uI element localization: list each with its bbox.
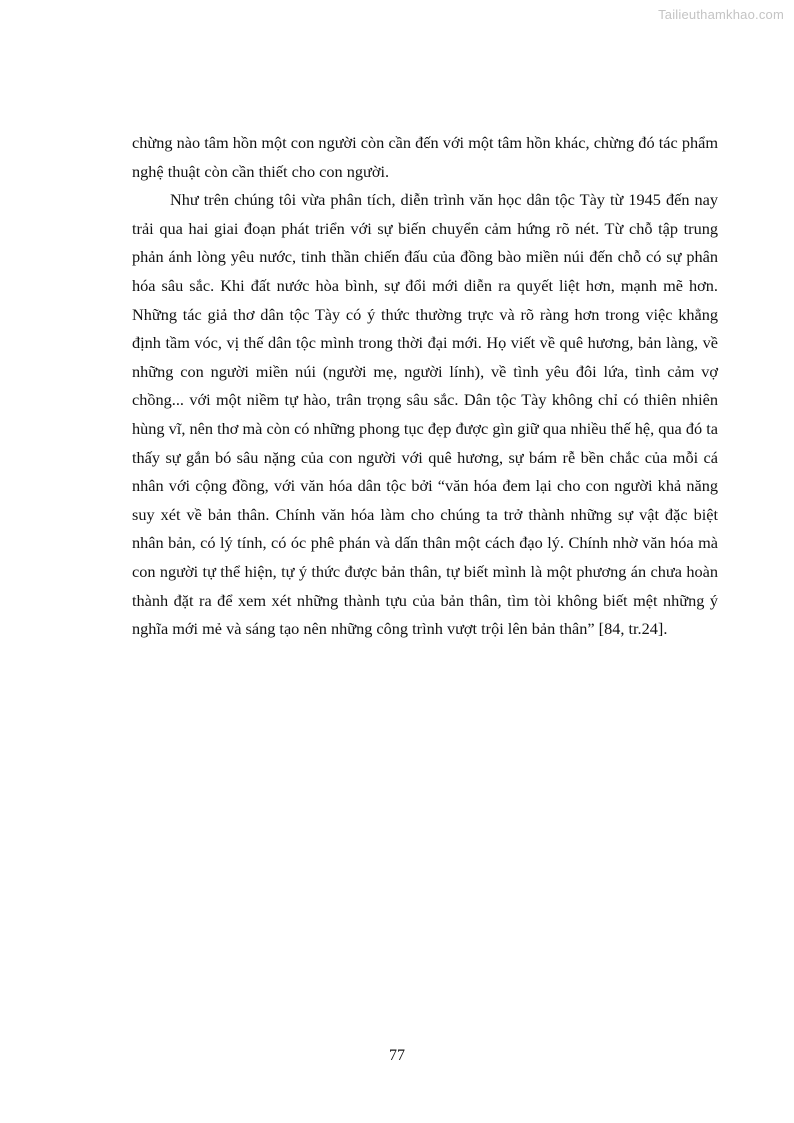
- page-number: 77: [389, 1047, 405, 1064]
- document-body: [132, 129, 718, 644]
- paragraph-continuation: chừng nào tâm hồn một con người còn cần đến với một tâm hồn khác, chừng đó tác phẩm nghệ thuật còn cần thiết cho con người.: [132, 133, 718, 181]
- watermark-text: Tailieuthamkhao.com: [658, 7, 784, 22]
- paragraph-main: Như trên chúng tôi vừa phân tích, diễn trình văn học dân tộc Tày từ 1945 đến nay trải qua hai giai đoạn phát triển với sự biến chuyển cảm hứng rõ nét. Từ chỗ tập trung phản ánh lòng yêu nước, tinh thần chiến đấu của đồng bào miền núi đến chỗ có sự phân hóa sâu sắc. Khi đất nước hòa bình, sự đổi mới diễn ra quyết liệt hơn, mạnh mẽ hơn. Những tác giả thơ dân tộc Tày có ý thức thường trực và rõ ràng hơn trong việc khẳng định tầm vóc, vị thế dân tộc mình trong thời đại mới. Họ viết về quê hương, bản làng, về những con người miền núi (người mẹ, người lính), về tình yêu đôi lứa, tình cảm vợ chồng... với một niềm tự hào, trân trọng sâu sắc. Dân tộc Tày không chỉ có thiên nhiên hùng vĩ, nên thơ mà còn có những phong tục đẹp được gìn giữ qua nhiều thế hệ, qua đó ta thấy sự gắn bó sâu nặng của con người với quê hương, sự bám rễ bền chắc của mỗi cá nhân với cộng đồng, với văn hóa dân tộc bởi “văn hóa đem lại cho con người khả năng suy xét về bản thân. Chính văn hóa làm cho chúng ta trở thành những sự vật đặc biệt nhân bản, có lý tính, có óc phê phán và dấn thân một cách đạo lý. Chính nhờ văn hóa mà con người tự thể hiện, tự ý thức được bản thân, tự biết mình là một phương án chưa hoàn thành đặt ra để xem xét những thành tựu của bản thân, tìm tòi không biết mệt những ý nghĩa mới mẻ và sáng tạo nên những công trình vượt trội lên bản thân” [84, tr.24].: [132, 190, 718, 639]
